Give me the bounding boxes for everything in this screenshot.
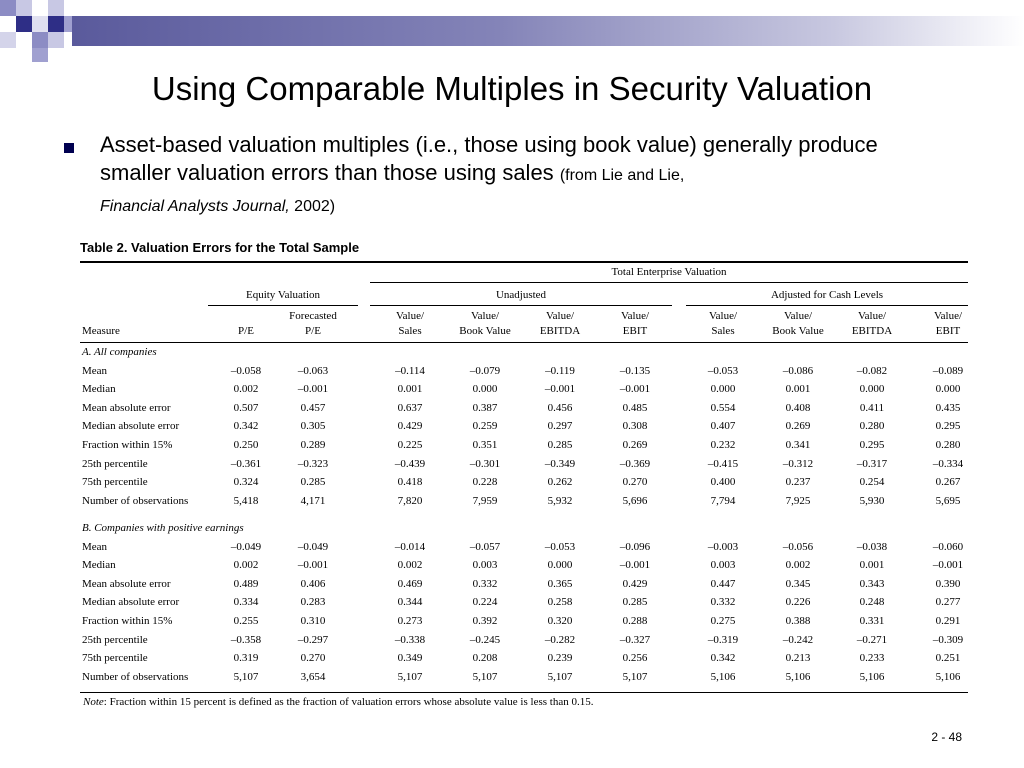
column-header: Sales: [398, 325, 422, 337]
table-cell: 0.324: [233, 476, 259, 489]
column-header-top: Value/: [933, 310, 963, 322]
bullet-point: [100, 131, 950, 221]
table-cell: –0.297: [297, 633, 329, 646]
table-cell: 0.232: [710, 439, 736, 451]
table-cell: 5,107: [472, 670, 498, 683]
page-number: 2 - 48: [931, 730, 962, 744]
table-cell: 5,107: [233, 670, 259, 683]
table-cell: 0.637: [397, 401, 423, 414]
table-cell: 7,820: [397, 494, 423, 507]
bullet-square-icon: [64, 143, 74, 153]
table-cell: 0.001: [397, 383, 423, 396]
table-cell: 0.269: [785, 420, 811, 433]
table-cell: 0.283: [300, 596, 326, 609]
table-cell: –0.001: [544, 383, 576, 396]
row-label: Median: [82, 383, 116, 396]
table-cell: 0.411: [859, 401, 885, 414]
column-header-top: Value/: [620, 310, 650, 322]
group-rule-equity: [208, 305, 358, 306]
table-cell: 0.228: [472, 476, 498, 489]
table-cell: 0.275: [710, 615, 736, 627]
table-cell: 0.344: [397, 596, 423, 609]
table-cell: 0.295: [859, 439, 885, 451]
bullet-source-prefix: (from Lie and Lie,: [559, 167, 685, 184]
table-cell: 0.003: [710, 559, 736, 572]
table-cell: –0.242: [782, 633, 814, 646]
decorative-square: [32, 32, 48, 48]
table-cell: 0.003: [472, 559, 498, 572]
table-cell: 0.429: [622, 577, 648, 590]
table-cell: 0.407: [710, 420, 736, 433]
bullet-source-journal: Financial Analysts Journal,: [100, 198, 290, 215]
table-cell: 0.233: [859, 652, 885, 665]
table-cell: 0.255: [233, 615, 259, 627]
table-cell: 0.000: [547, 559, 573, 572]
table-cell: –0.309: [932, 633, 964, 646]
table-cell: 5,695: [935, 494, 961, 507]
table-cell: 0.297: [547, 420, 573, 433]
table-cell: 0.002: [233, 383, 259, 396]
table-cell: –0.001: [619, 559, 651, 572]
decorative-square: [0, 0, 16, 16]
row-label: Mean absolute error: [82, 401, 171, 414]
decorative-square: [64, 16, 72, 32]
table-cell: 0.273: [397, 615, 423, 627]
table-bottom-rule: [80, 692, 968, 693]
table-cell: 0.392: [472, 615, 498, 627]
row-label: Median absolute error: [82, 596, 180, 609]
table-cell: –0.338: [394, 633, 426, 646]
group-header-adjusted: Adjusted for Cash Levels: [770, 289, 884, 301]
table-cell: –0.082: [856, 364, 888, 377]
table-cell: 0.435: [935, 401, 961, 414]
table-cell: 0.270: [622, 476, 648, 489]
table-cell: –0.001: [932, 559, 964, 572]
decorative-square: [48, 16, 64, 32]
table-cell: 0.507: [233, 401, 259, 414]
table-cell: 5,106: [710, 670, 736, 683]
column-header: EBIT: [935, 325, 961, 337]
row-label: 75th percentile: [82, 652, 148, 665]
table-cell: 0.457: [300, 401, 326, 414]
table-cell: 0.289: [300, 439, 326, 451]
table-cell: 5,932: [547, 494, 573, 507]
table-cell: 0.002: [397, 559, 423, 572]
table-cell: 0.341: [785, 439, 811, 451]
table-cell: 0.319: [233, 652, 259, 665]
table-cell: 0.342: [233, 420, 259, 433]
table-cell: 0.489: [233, 577, 259, 590]
table-cell: –0.369: [619, 457, 651, 470]
decorative-square: [16, 0, 32, 16]
row-label: 25th percentile: [82, 457, 148, 470]
column-header: Sales: [711, 325, 735, 337]
table-cell: 0.295: [935, 420, 961, 433]
column-header: EBITDA: [851, 325, 893, 337]
table-cell: 0.332: [710, 596, 736, 609]
table-cell: 0.000: [859, 383, 885, 396]
table-cell: 0.250: [233, 439, 259, 451]
group-header-equity: Equity Valuation: [245, 289, 321, 301]
table-cell: –0.323: [297, 457, 329, 470]
column-header: EBIT: [622, 325, 648, 337]
table-cell: 0.248: [859, 596, 885, 609]
decorative-square: [32, 16, 48, 32]
table-cell: 0.270: [300, 652, 326, 665]
table-cell: 0.388: [785, 615, 811, 627]
table-cell: 5,696: [622, 494, 648, 507]
column-header: Book Value: [772, 325, 824, 337]
header-gradient-bar: [72, 16, 1024, 46]
table-cell: 0.001: [859, 559, 885, 572]
group-rule-adjusted: [686, 305, 968, 306]
table-top-rule: [80, 261, 968, 263]
column-header: P/E: [238, 325, 254, 337]
table-cell: 5,106: [935, 670, 961, 683]
column-header-top: Value/: [708, 310, 738, 322]
table-cell: –0.063: [297, 364, 329, 377]
super-header-rule: [370, 282, 968, 283]
row-label: Mean: [82, 364, 108, 377]
table-cell: 0.332: [472, 577, 498, 590]
column-header: Book Value: [459, 325, 511, 337]
note-label: Note: [83, 696, 104, 708]
table-cell: –0.060: [932, 540, 964, 553]
decorative-square: [16, 32, 32, 48]
table-cell: 0.408: [785, 401, 811, 414]
table-cell: –0.096: [619, 540, 651, 553]
table-cell: 4,171: [300, 494, 326, 507]
table-caption: Table 2. Valuation Errors for the Total Sample: [80, 240, 360, 255]
table-cell: 0.224: [472, 596, 498, 609]
note-text: : Fraction within 15 percent is defined as the fraction of valuation errors whose absolute value is less than 0.15.: [103, 696, 594, 708]
table-cell: –0.317: [856, 457, 888, 470]
table-cell: 0.469: [397, 577, 423, 590]
column-header: P/E: [305, 325, 321, 337]
table-cell: –0.271: [856, 633, 888, 646]
column-header: Measure: [82, 325, 120, 337]
super-header: Total Enterprise Valuation: [611, 266, 727, 278]
row-label: Fraction within 15%: [82, 615, 173, 627]
table-cell: 0.237: [785, 476, 811, 489]
table-cell: –0.282: [544, 633, 576, 646]
row-label: Fraction within 15%: [82, 439, 173, 451]
table-cell: 0.000: [935, 383, 961, 396]
table-cell: 0.267: [935, 476, 961, 489]
table-cell: 0.406: [300, 577, 326, 590]
table-cell: 0.285: [547, 439, 573, 451]
table-cell: –0.312: [782, 457, 814, 470]
table-cell: 0.285: [622, 596, 648, 609]
decorative-square: [48, 0, 64, 16]
table-cell: 0.256: [622, 652, 648, 665]
group-header-unadjusted: Unadjusted: [495, 289, 547, 301]
table-cell: –0.334: [932, 457, 964, 470]
table-cell: 0.258: [547, 596, 573, 609]
table-cell: 5,106: [859, 670, 885, 683]
table-cell: 0.285: [300, 476, 326, 489]
table-cell: 0.002: [233, 559, 259, 572]
table-cell: –0.439: [394, 457, 426, 470]
row-label: Number of observations: [82, 494, 189, 507]
table-cell: 0.390: [935, 577, 961, 590]
table-cell: 0.269: [622, 439, 648, 451]
table-cell: 0.254: [859, 476, 885, 489]
row-label: Median: [82, 559, 116, 572]
table-cell: 0.365: [547, 577, 573, 590]
table-cell: 0.000: [472, 383, 498, 396]
section-title: B. Companies with positive earnings: [82, 522, 244, 534]
table-cell: 0.208: [472, 652, 498, 665]
table-cell: 0.331: [859, 615, 885, 627]
decorative-square: [48, 32, 64, 48]
table-cell: 0.418: [397, 476, 423, 489]
table-cell: 0.000: [710, 383, 736, 396]
table-cell: 5,107: [397, 670, 423, 683]
table-cell: –0.001: [619, 383, 651, 396]
row-label: Number of observations: [82, 670, 189, 683]
table-cell: 0.280: [859, 420, 885, 433]
table-cell: 0.277: [935, 596, 961, 609]
table-cell: –0.014: [394, 540, 426, 553]
table-cell: –0.056: [782, 540, 814, 553]
decorative-square: [16, 16, 32, 32]
table-cell: 0.001: [785, 383, 811, 396]
table-cell: –0.053: [544, 540, 576, 553]
table-cell: 5,107: [622, 670, 648, 683]
table-cell: –0.361: [230, 457, 262, 470]
table-cell: 0.308: [622, 420, 648, 433]
column-header-top: Value/: [395, 310, 425, 322]
table-cell: 5,107: [547, 670, 573, 683]
header-bottom-rule: [80, 342, 968, 343]
table-cell: –0.245: [469, 633, 501, 646]
row-label: Median absolute error: [82, 420, 180, 433]
table-cell: –0.001: [297, 383, 329, 396]
bullet-main-text: Asset-based valuation multiples (i.e., those using book value) generally produce smaller valuation errors than those using sales: [100, 132, 878, 185]
column-header-top: Value/: [470, 310, 500, 322]
table-cell: –0.135: [619, 364, 651, 377]
decorative-square: [32, 48, 48, 62]
table-cell: 7,959: [472, 494, 498, 507]
table-cell: –0.358: [230, 633, 262, 646]
table-cell: 0.288: [622, 615, 648, 627]
row-label: Mean: [82, 540, 108, 553]
table-cell: 0.002: [785, 559, 811, 572]
row-label: Mean absolute error: [82, 577, 171, 590]
table-cell: 5,418: [233, 494, 259, 507]
section-title: A. All companies: [82, 346, 157, 358]
group-rule-unadjusted: [370, 305, 672, 306]
table-note: [83, 696, 593, 708]
table-cell: 0.456: [547, 401, 573, 414]
table-cell: 7,794: [710, 494, 736, 507]
table-cell: 0.239: [547, 652, 573, 665]
table-cell: 0.225: [397, 439, 423, 451]
bullet-source-year: 2002): [289, 198, 336, 215]
table-cell: 0.447: [710, 577, 736, 590]
table-cell: 3,654: [300, 670, 326, 683]
table-cell: –0.089: [932, 364, 964, 377]
table-cell: –0.301: [469, 457, 501, 470]
column-header-top: Forecasted: [289, 310, 337, 322]
slide-title: Using Comparable Multiples in Security Valuation: [151, 70, 873, 107]
column-header-top: Value/: [783, 310, 813, 322]
table-cell: 0.485: [622, 401, 648, 414]
table-cell: 0.291: [935, 615, 961, 627]
table-cell: –0.079: [469, 364, 501, 377]
table-cell: –0.057: [469, 540, 501, 553]
table-cell: 0.351: [472, 439, 498, 451]
table-cell: –0.415: [707, 457, 739, 470]
table-cell: 0.280: [935, 439, 961, 451]
table-cell: –0.049: [297, 540, 329, 553]
table-cell: 0.251: [935, 652, 961, 665]
table-cell: 0.400: [710, 476, 736, 489]
table-cell: 0.305: [300, 420, 326, 433]
column-header-top: Value/: [857, 310, 887, 322]
table-cell: 0.343: [859, 577, 885, 590]
table-cell: 0.345: [785, 577, 811, 590]
table-cell: –0.349: [544, 457, 576, 470]
table-cell: 0.554: [710, 401, 736, 414]
row-label: 75th percentile: [82, 476, 148, 489]
table-cell: –0.053: [707, 364, 739, 377]
table-cell: –0.058: [230, 364, 262, 377]
table-cell: 0.320: [547, 615, 573, 627]
table-cell: –0.119: [545, 364, 575, 377]
table-cell: –0.114: [395, 364, 425, 377]
table-cell: 5,106: [785, 670, 811, 683]
table-cell: 7,925: [785, 494, 811, 507]
table-cell: –0.086: [782, 364, 814, 377]
table-cell: –0.003: [707, 540, 739, 553]
decorative-square: [0, 32, 16, 48]
table-cell: –0.038: [856, 540, 888, 553]
table-cell: 0.310: [300, 615, 326, 627]
table-cell: 0.213: [785, 652, 811, 665]
table-cell: 0.259: [472, 420, 498, 433]
row-label: 25th percentile: [82, 633, 148, 646]
table-cell: –0.327: [619, 633, 651, 646]
table-cell: –0.049: [230, 540, 262, 553]
column-header: EBITDA: [539, 325, 581, 337]
table-cell: 0.429: [397, 420, 423, 433]
table-cell: 0.226: [785, 596, 811, 609]
table-cell: 0.342: [710, 652, 736, 665]
table-cell: 0.262: [547, 476, 573, 489]
table-cell: 5,930: [859, 494, 885, 507]
table-cell: 0.349: [397, 652, 423, 665]
table-cell: 0.387: [472, 401, 498, 414]
column-header-top: Value/: [545, 310, 575, 322]
table-cell: –0.319: [707, 633, 739, 646]
table-cell: –0.001: [297, 559, 329, 572]
table-cell: 0.334: [233, 596, 259, 609]
